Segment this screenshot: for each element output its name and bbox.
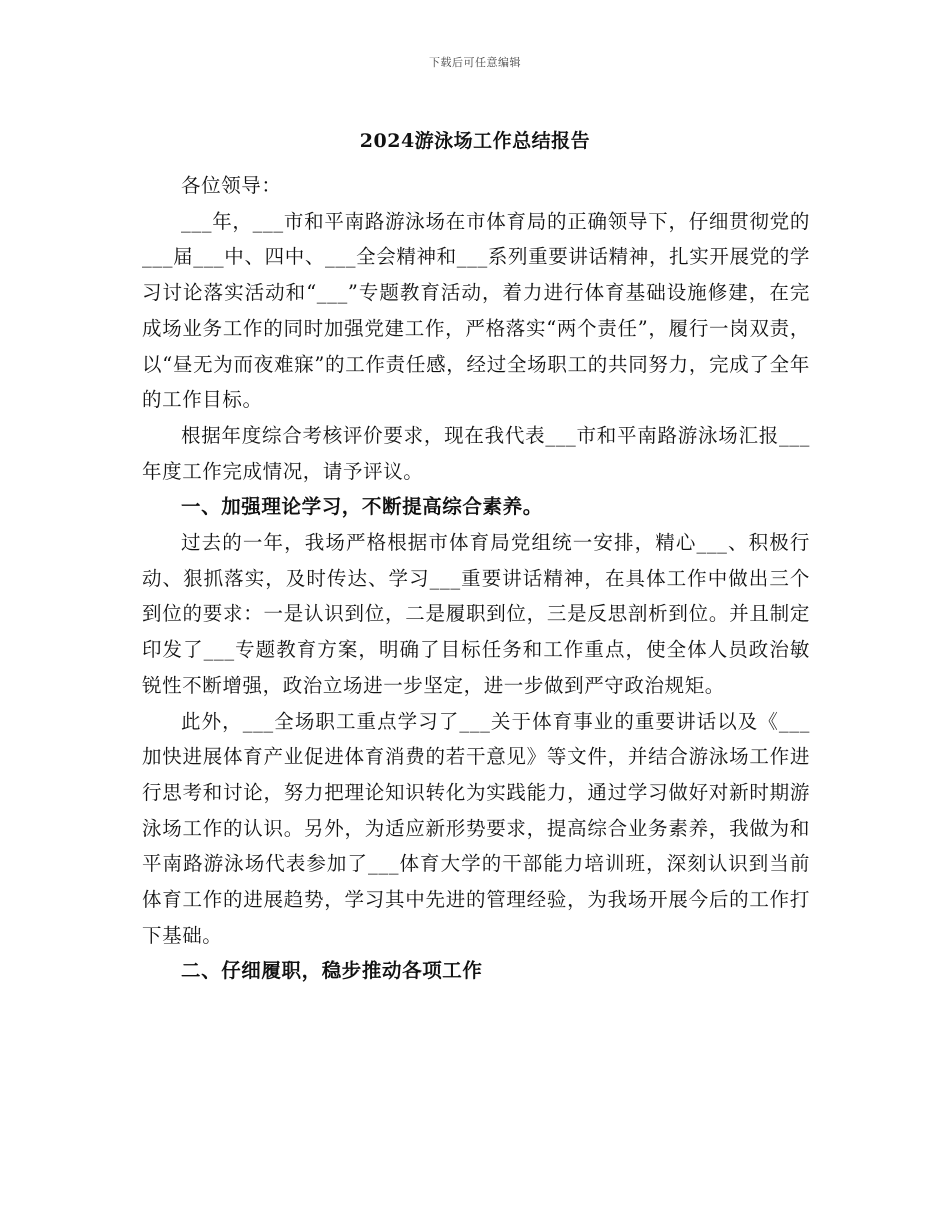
salutation: 各位领导： [181,174,282,197]
paragraph-section1-additional: 此外，___全场职工重点学习了___关于体育事业的重要讲话以及《___加快进展体育产业促进体育消费的若干意见》等文件，并结合游泳场工作进行思考和讨论，努力把理论知识转化为实践能力，通过学习做好对新时期游泳场工作的认识。另外，为适应新形势要求，提高综合业务素养，我做为和平南路游泳场代表参加了___体育大学的干部能力培训班，深刻认识到当前体育工作的进展趋势，学习其中先进的管理经验，为我场开展今后的工作打下基础。 [142,709,810,947]
document-title: 2024游泳场工作总结报告 [359,130,591,152]
paragraph-section1-study: 过去的一年，我场严格根据市体育局党组统一安排，精心___、积极行动、狠抓落实，及时传达、学习___重要讲话精神，在具体工作中做出三个到位的要求：一是认识到位，二是履职到位，三是反思剖析到位。并且制定印发了___专题教育方案，明确了目标任务和工作重点，使全体人员政治敏锐性不断增强，政治立场进一步坚定，进一步做到严守政治规矩。 [142,531,810,697]
paragraph-intro: ___年，___市和平南路游泳场在市体育局的正确领导下，仔细贯彻党的___届___中、四中、___全会精神和___系列重要讲话精神，扎实开展党的学习讨论落实活动和“___”专题教育活动，着力进行体育基础设施修建，在完成场业务工作的同时加强党建工作，严格落实“两个责任”，履行一岗双责，以“昼无为而夜难寐”的工作责任感，经过全场职工的共同努力，完成了全年的工作目标。 [142,209,810,412]
document-body [142,168,810,989]
section-heading-2: 二、仔细履职，稳步推动各项工作 [181,959,483,983]
header-note: 下载后可任意编辑 [429,56,521,69]
section-heading-1: 一、加强理论学习，不断提高综合素养。 [181,495,543,519]
paragraph-report-statement: 根据年度综合考核评价要求，现在我代表___市和平南路游泳场汇报___年度工作完成情况，请予评议。 [142,423,810,483]
